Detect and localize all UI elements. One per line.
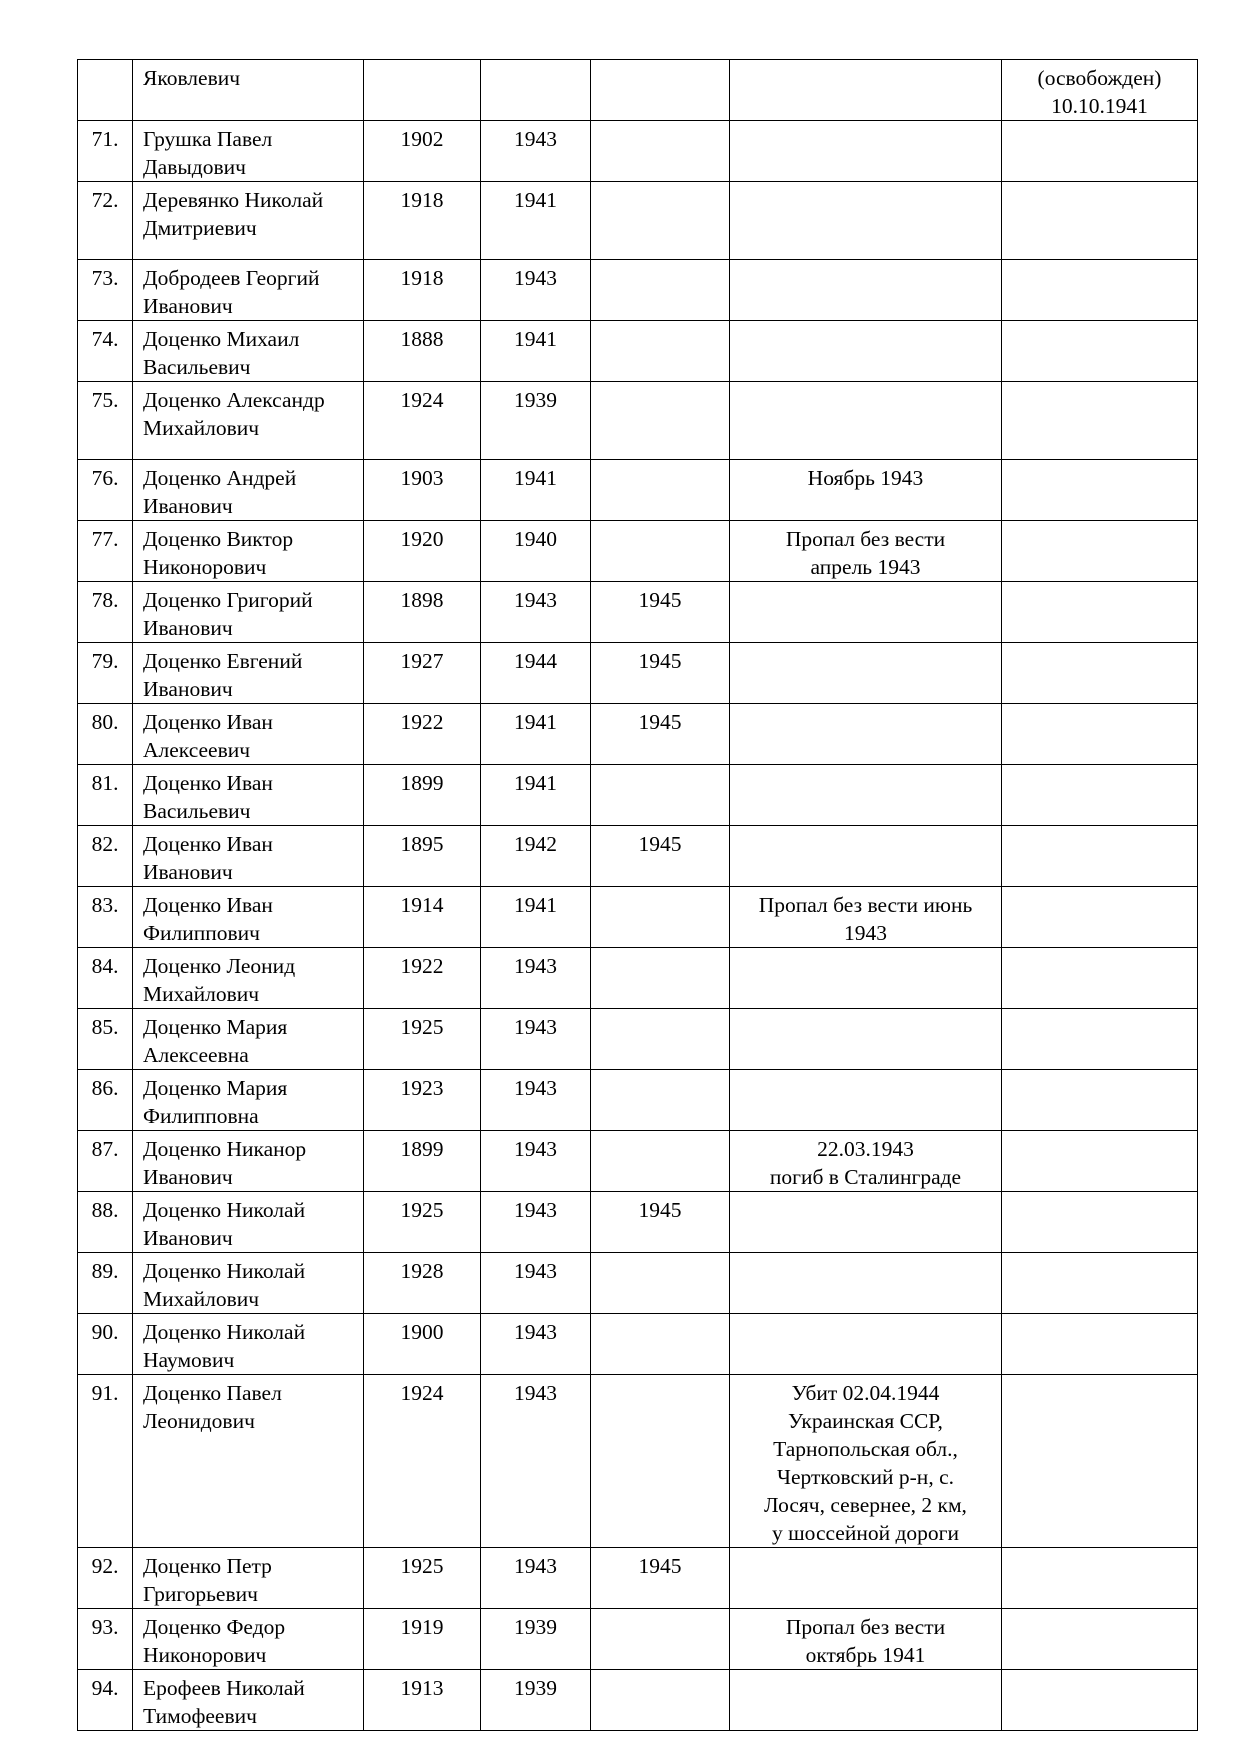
table-row: [78, 1609, 1198, 1670]
fate-note: [730, 765, 1002, 826]
remark: [1002, 643, 1198, 704]
person-name: Доценко Иван Иванович: [133, 826, 364, 887]
fate-note: [730, 704, 1002, 765]
conscription-year: [481, 60, 591, 121]
person-name: Доценко Иван Васильевич: [133, 765, 364, 826]
birth-year: 1895: [364, 826, 481, 887]
person-name: Добродеев Георгий Иванович: [133, 260, 364, 321]
row-number: 74.: [78, 321, 133, 382]
table-row: [78, 321, 1198, 382]
row-number: 88.: [78, 1192, 133, 1253]
remark: (освобожден) 10.10.1941: [1002, 60, 1198, 121]
remark: [1002, 1609, 1198, 1670]
row-number: 89.: [78, 1253, 133, 1314]
conscription-year: 1943: [481, 1375, 591, 1548]
birth-year: 1888: [364, 321, 481, 382]
fate-note: [730, 1253, 1002, 1314]
conscription-year: 1943: [481, 948, 591, 1009]
person-name: Доценко Павел Леонидович: [133, 1375, 364, 1548]
fate-note: [730, 182, 1002, 260]
table-row: [78, 704, 1198, 765]
conscription-year: 1939: [481, 382, 591, 460]
table-row: [78, 382, 1198, 460]
person-name: Доценко Михаил Васильевич: [133, 321, 364, 382]
person-name: Доценко Иван Алексеевич: [133, 704, 364, 765]
return-year: 1945: [591, 704, 730, 765]
person-name: Доценко Григорий Иванович: [133, 582, 364, 643]
fate-note: [730, 321, 1002, 382]
conscription-year: 1943: [481, 1548, 591, 1609]
remark: [1002, 1070, 1198, 1131]
table-row: [78, 1670, 1198, 1731]
return-year: 1945: [591, 643, 730, 704]
person-name: Доценко Андрей Иванович: [133, 460, 364, 521]
birth-year: 1927: [364, 643, 481, 704]
fate-note: [730, 1009, 1002, 1070]
fate-note: Пропал без вести июнь 1943: [730, 887, 1002, 948]
row-number: 81.: [78, 765, 133, 826]
row-number: 82.: [78, 826, 133, 887]
row-number: 94.: [78, 1670, 133, 1731]
fate-note: [730, 948, 1002, 1009]
person-name: Доценко Николай Наумович: [133, 1314, 364, 1375]
return-year: [591, 260, 730, 321]
remark: [1002, 260, 1198, 321]
table-row: [78, 765, 1198, 826]
return-year: [591, 765, 730, 826]
birth-year: 1920: [364, 521, 481, 582]
remark: [1002, 948, 1198, 1009]
conscription-year: 1943: [481, 1070, 591, 1131]
row-number: 71.: [78, 121, 133, 182]
person-name: Яковлевич: [133, 60, 364, 121]
table-row: [78, 1375, 1198, 1548]
row-number: 92.: [78, 1548, 133, 1609]
birth-year: 1898: [364, 582, 481, 643]
person-name: Доценко Иван Филиппович: [133, 887, 364, 948]
fate-note: 22.03.1943 погиб в Сталинграде: [730, 1131, 1002, 1192]
conscription-year: 1943: [481, 260, 591, 321]
person-name: Доценко Николай Иванович: [133, 1192, 364, 1253]
remark: [1002, 1131, 1198, 1192]
table-row: [78, 1009, 1198, 1070]
person-name: Доценко Евгений Иванович: [133, 643, 364, 704]
table-row: [78, 182, 1198, 260]
row-number: 84.: [78, 948, 133, 1009]
person-name: Доценко Петр Григорьевич: [133, 1548, 364, 1609]
birth-year: 1899: [364, 1131, 481, 1192]
fate-note: [730, 582, 1002, 643]
table-row: [78, 260, 1198, 321]
person-name: Доценко Федор Никонорович: [133, 1609, 364, 1670]
remark: [1002, 121, 1198, 182]
birth-year: 1918: [364, 260, 481, 321]
conscription-year: 1943: [481, 1131, 591, 1192]
birth-year: 1924: [364, 1375, 481, 1548]
return-year: [591, 460, 730, 521]
row-number: 83.: [78, 887, 133, 948]
return-year: [591, 182, 730, 260]
birth-year: 1925: [364, 1548, 481, 1609]
person-name: Доценко Мария Филипповна: [133, 1070, 364, 1131]
remark: [1002, 321, 1198, 382]
table-row: [78, 60, 1198, 121]
person-name: Доценко Александр Михайлович: [133, 382, 364, 460]
conscription-year: 1941: [481, 765, 591, 826]
row-number: 75.: [78, 382, 133, 460]
conscription-year: 1941: [481, 321, 591, 382]
fate-note: [730, 1070, 1002, 1131]
person-name: Доценко Мария Алексеевна: [133, 1009, 364, 1070]
fate-note: Убит 02.04.1944 Украинская ССР, Тарнопольская обл., Чертковский р-н, с. Лосяч, севернее, 2 км, у шоссейной дороги: [730, 1375, 1002, 1548]
remark: [1002, 826, 1198, 887]
table-row: [78, 887, 1198, 948]
return-year: [591, 1009, 730, 1070]
conscription-year: 1939: [481, 1609, 591, 1670]
person-name: Доценко Виктор Никонорович: [133, 521, 364, 582]
row-number: 93.: [78, 1609, 133, 1670]
table-row: [78, 521, 1198, 582]
fate-note: [730, 826, 1002, 887]
remark: [1002, 582, 1198, 643]
person-name: Доценко Никанор Иванович: [133, 1131, 364, 1192]
fate-note: [730, 1314, 1002, 1375]
remark: [1002, 1670, 1198, 1731]
birth-year: 1924: [364, 382, 481, 460]
remark: [1002, 1253, 1198, 1314]
remark: [1002, 1314, 1198, 1375]
remark: [1002, 704, 1198, 765]
return-year: 1945: [591, 582, 730, 643]
fate-note: [730, 1192, 1002, 1253]
row-number: 87.: [78, 1131, 133, 1192]
birth-year: 1900: [364, 1314, 481, 1375]
conscription-year: 1943: [481, 121, 591, 182]
birth-year: 1902: [364, 121, 481, 182]
fate-note: [730, 60, 1002, 121]
row-number: 78.: [78, 582, 133, 643]
row-number: 73.: [78, 260, 133, 321]
birth-year: 1928: [364, 1253, 481, 1314]
table-row: [78, 121, 1198, 182]
return-year: [591, 60, 730, 121]
remark: [1002, 1375, 1198, 1548]
table-row: [78, 826, 1198, 887]
fate-note: Пропал без вести апрель 1943: [730, 521, 1002, 582]
conscription-year: 1943: [481, 1192, 591, 1253]
return-year: [591, 948, 730, 1009]
remark: [1002, 1009, 1198, 1070]
birth-year: 1913: [364, 1670, 481, 1731]
birth-year: 1922: [364, 948, 481, 1009]
conscription-year: 1941: [481, 704, 591, 765]
birth-year: 1923: [364, 1070, 481, 1131]
person-name: Деревянко Николай Дмитриевич: [133, 182, 364, 260]
row-number: 85.: [78, 1009, 133, 1070]
conscription-year: 1940: [481, 521, 591, 582]
conscription-year: 1941: [481, 182, 591, 260]
fate-note: Пропал без вести октябрь 1941: [730, 1609, 1002, 1670]
table-row: [78, 1131, 1198, 1192]
return-year: [591, 1670, 730, 1731]
remark: [1002, 1192, 1198, 1253]
fate-note: [730, 643, 1002, 704]
birth-year: 1914: [364, 887, 481, 948]
fate-note: [730, 121, 1002, 182]
table-row: [78, 460, 1198, 521]
remark: [1002, 460, 1198, 521]
return-year: [591, 1131, 730, 1192]
conscription-year: 1939: [481, 1670, 591, 1731]
table-row: [78, 582, 1198, 643]
return-year: [591, 121, 730, 182]
remark: [1002, 182, 1198, 260]
conscription-year: 1943: [481, 1009, 591, 1070]
birth-year: 1925: [364, 1192, 481, 1253]
birth-year: 1903: [364, 460, 481, 521]
person-name: Ерофеев Николай Тимофеевич: [133, 1670, 364, 1731]
conscription-year: 1941: [481, 887, 591, 948]
table-row: [78, 1070, 1198, 1131]
return-year: [591, 887, 730, 948]
row-number: 79.: [78, 643, 133, 704]
birth-year: 1922: [364, 704, 481, 765]
fate-note: [730, 1670, 1002, 1731]
person-name: Доценко Леонид Михайлович: [133, 948, 364, 1009]
row-number: 77.: [78, 521, 133, 582]
return-year: 1945: [591, 1192, 730, 1253]
return-year: 1945: [591, 1548, 730, 1609]
conscription-year: 1943: [481, 1314, 591, 1375]
return-year: [591, 321, 730, 382]
table-row: [78, 1253, 1198, 1314]
table-row: [78, 1314, 1198, 1375]
row-number: 86.: [78, 1070, 133, 1131]
fate-note: [730, 382, 1002, 460]
conscription-year: 1941: [481, 460, 591, 521]
return-year: [591, 1070, 730, 1131]
birth-year: 1899: [364, 765, 481, 826]
conscription-year: 1943: [481, 582, 591, 643]
table-body: [78, 60, 1198, 1731]
remark: [1002, 382, 1198, 460]
row-number: [78, 60, 133, 121]
conscription-year: 1944: [481, 643, 591, 704]
row-number: 76.: [78, 460, 133, 521]
birth-year: [364, 60, 481, 121]
conscription-year: 1942: [481, 826, 591, 887]
table-row: [78, 948, 1198, 1009]
row-number: 91.: [78, 1375, 133, 1548]
row-number: 72.: [78, 182, 133, 260]
remark: [1002, 765, 1198, 826]
return-year: [591, 1375, 730, 1548]
return-year: [591, 1253, 730, 1314]
person-name: Грушка Павел Давыдович: [133, 121, 364, 182]
table-row: [78, 643, 1198, 704]
fate-note: [730, 260, 1002, 321]
records-table: [77, 59, 1198, 1731]
fate-note: Ноябрь 1943: [730, 460, 1002, 521]
table-row: [78, 1192, 1198, 1253]
remark: [1002, 887, 1198, 948]
birth-year: 1918: [364, 182, 481, 260]
remark: [1002, 1548, 1198, 1609]
row-number: 80.: [78, 704, 133, 765]
fate-note: [730, 1548, 1002, 1609]
return-year: 1945: [591, 826, 730, 887]
birth-year: 1925: [364, 1009, 481, 1070]
return-year: [591, 1314, 730, 1375]
remark: [1002, 521, 1198, 582]
return-year: [591, 382, 730, 460]
return-year: [591, 521, 730, 582]
person-name: Доценко Николай Михайлович: [133, 1253, 364, 1314]
row-number: 90.: [78, 1314, 133, 1375]
table-row: [78, 1548, 1198, 1609]
birth-year: 1919: [364, 1609, 481, 1670]
conscription-year: 1943: [481, 1253, 591, 1314]
return-year: [591, 1609, 730, 1670]
